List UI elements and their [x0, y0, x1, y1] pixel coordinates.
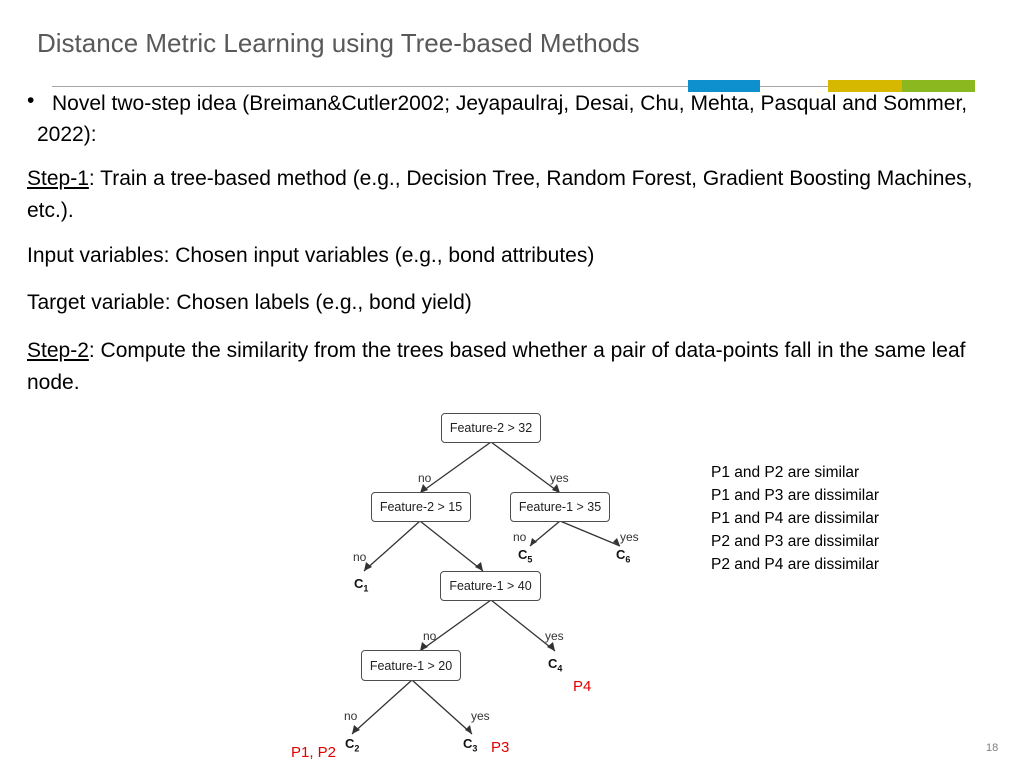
leaf-c5: $C_5$	[518, 547, 533, 565]
similarity-list	[711, 461, 879, 576]
page-number: 18	[986, 742, 999, 754]
bullet-text: Novel two-step idea (Breiman&Cutler2002; Jeyapaulraj, Desai, Chu, Mehta, Pasqual and Sommer, 2022):	[37, 92, 968, 146]
node-right: Feature-1 > 35	[510, 492, 610, 522]
edge-label-no: no	[513, 530, 527, 544]
node-root: Feature-2 > 32	[441, 413, 541, 443]
edge-label-no: no	[353, 550, 367, 564]
similarity-line: P1 and P3 are dissimilar	[711, 487, 879, 504]
edge-label-no: no	[418, 471, 432, 485]
edge-label-yes: yes	[545, 629, 564, 643]
bullet-marker: •	[27, 89, 35, 112]
edge-label-no: no	[344, 709, 358, 723]
edge-label-yes: yes	[620, 530, 639, 544]
similarity-line: P2 and P3 are dissimilar	[711, 533, 879, 550]
node-mid: Feature-1 > 40	[440, 571, 541, 601]
node-bottom: Feature-1 > 20	[361, 650, 461, 681]
step2-label: Step-2	[27, 339, 89, 362]
point-label-p1-p2: P1, P2	[291, 744, 337, 761]
target-variable-text: Target variable: Chosen labels (e.g., bond yield)	[27, 291, 472, 314]
input-variables-text: Input variables: Chosen input variables (e.g., bond attributes)	[27, 244, 595, 267]
similarity-line: P2 and P4 are dissimilar	[711, 556, 879, 573]
step2-text: : Compute the similarity from the trees based whether a pair of data-points fall in the same leaf node.	[27, 339, 966, 394]
point-label-p4: P4	[573, 678, 592, 695]
leaf-c6: $C_6$	[616, 547, 631, 565]
similarity-line: P1 and P4 are dissimilar	[711, 510, 879, 527]
leaf-c4: $C_4$	[548, 656, 563, 674]
node-left: Feature-2 > 15	[371, 492, 471, 522]
edge-label-yes: yes	[471, 709, 490, 723]
leaf-c1: $C_1$	[354, 576, 369, 594]
edge-label-yes: yes	[550, 471, 569, 485]
leaf-c2: $C_2$	[345, 736, 360, 754]
point-label-p3: P3	[491, 739, 510, 756]
edge-label-no: no	[423, 629, 437, 643]
step1-text: : Train a tree-based method (e.g., Decision Tree, Random Forest, Gradient Boosting Machines, etc.).	[27, 167, 973, 222]
leaf-c3: $C_3$	[463, 736, 478, 754]
step1-label: Step-1	[27, 167, 89, 190]
slide-title: Distance Metric Learning using Tree-based Methods	[37, 28, 640, 58]
similarity-line: P1 and P2 are similar	[711, 464, 860, 481]
